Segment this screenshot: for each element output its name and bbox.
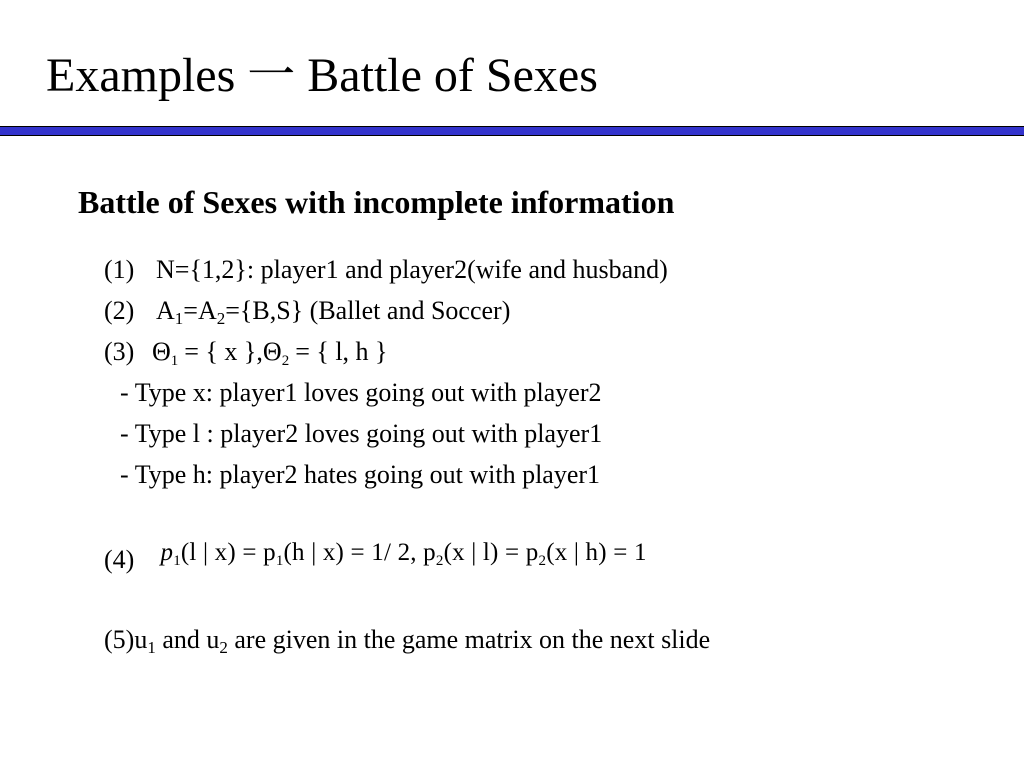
item-number: (1)	[104, 255, 135, 284]
subscript: 2	[216, 309, 226, 328]
section-heading: Battle of Sexes with incomplete information	[78, 184, 675, 220]
item-text-rest: ={B,S} (Ballet and Soccer)	[225, 296, 511, 325]
item-1	[104, 254, 668, 286]
belief-equation: $p_1(l$ | $x) = p_1(h$ | x) = 1/ 2, $p_2(x$ | $l) = p_2(x$ | h) = 1	[160, 539, 647, 569]
item-text-pre: (5)u	[104, 625, 148, 654]
bullet-type-l: - Type l : player2 loves going out with player1	[120, 419, 603, 448]
item-text-mid: and u	[155, 625, 220, 654]
subscript: 1	[174, 309, 184, 328]
item-text-rest: are given in the game matrix on the next slide	[227, 625, 711, 654]
item-text-mid: =A	[183, 296, 217, 325]
theta-symbol: Θ	[152, 337, 171, 366]
item-number: (2)	[104, 296, 135, 325]
type-set-1: = { x },	[184, 337, 263, 366]
subscript: 1	[147, 638, 156, 657]
item-4	[104, 539, 647, 577]
item-3	[104, 336, 388, 368]
slide-title: Examples 一 Battle of Sexes	[46, 49, 598, 102]
item-number: (4)	[104, 545, 135, 574]
item-2	[104, 295, 510, 327]
theta-symbol: Θ	[262, 337, 282, 366]
subscript: 2	[219, 638, 228, 657]
bullet-type-x: - Type x: player1 loves going out with player2	[120, 378, 602, 407]
item-number: (3)	[104, 337, 135, 366]
title-divider	[0, 126, 1024, 136]
subscript: 1	[170, 353, 179, 369]
item-text-a: A	[156, 296, 175, 325]
subscript: 2	[281, 353, 290, 369]
item-text: N={1,2}: player1 and player2(wife and husband)	[156, 255, 668, 284]
bullet-type-h: - Type h: player2 hates going out with player1	[120, 460, 601, 489]
item-5	[104, 624, 710, 656]
type-set-2: = { l, h }	[295, 337, 388, 366]
